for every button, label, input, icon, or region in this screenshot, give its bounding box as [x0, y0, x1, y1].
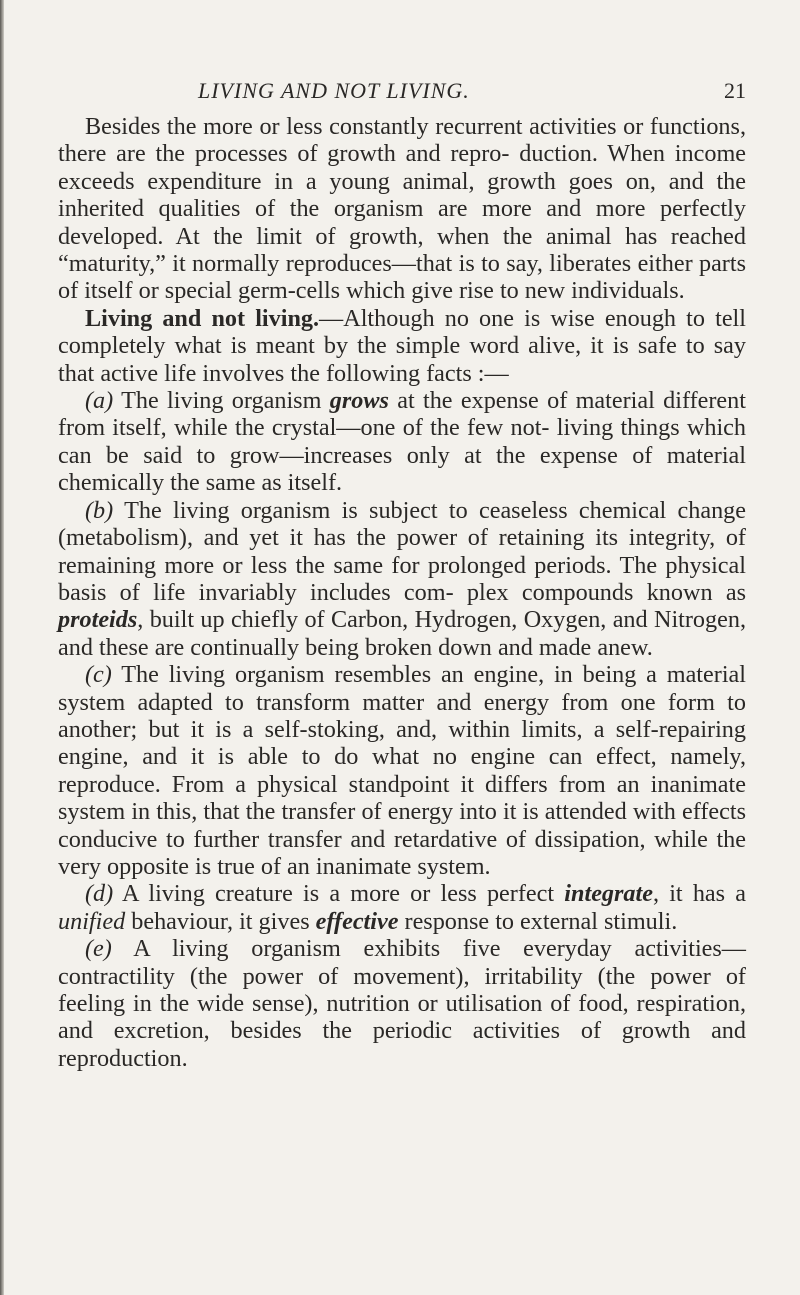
item-emphasis: unified	[58, 907, 126, 935]
list-item-b	[58, 497, 746, 661]
paragraph-text: —Although no one is wise enough to tell completely what is meant by the simple word alive, it is safe to say that active life involves the following facts :—	[58, 304, 746, 387]
item-marker: (d)	[85, 880, 114, 908]
item-emphasis: grows	[329, 387, 389, 415]
paragraph-living-not-living	[58, 305, 746, 387]
item-text: response to external stimuli.	[398, 907, 678, 935]
item-marker: (b)	[85, 496, 114, 524]
page-number: 21	[724, 78, 746, 103]
page-edge-shadow	[0, 0, 4, 1295]
running-head-title: LIVING AND NOT LIVING.	[198, 78, 470, 103]
item-text: behaviour, it gives	[125, 907, 316, 935]
item-text: , built up chiefly of Carbon, Hydrogen, Oxygen, and Nitrogen, and these are continually being broken down and made anew.	[58, 606, 746, 661]
item-text: A living organism exhibits five everyday activities— contractility (the power of movement), irritability (the power of feeling in the wide sense), nutrition or utilisation of food, respiration, and excretion, besides the periodic activities of growth and reproduction.	[58, 935, 746, 1072]
item-marker: (c)	[85, 661, 112, 689]
list-item-e	[58, 935, 746, 1072]
list-item-d	[58, 880, 746, 935]
section-heading: Living and not living.	[85, 304, 320, 332]
item-text: The living organism is subject to ceaseless chemical change (metabolism), and yet it has the power of retaining its integrity, of remaining more or less the same for prolonged periods. The physical basis of life invariably includes com- plex compounds known as	[58, 496, 746, 606]
item-text: The living organism	[113, 387, 330, 415]
body-text	[58, 113, 746, 1072]
item-emphasis: integrate	[564, 880, 653, 908]
paragraph-growth-reproduction	[58, 113, 746, 305]
paragraph-text: Besides the more or less constantly recurrent activities or functions, there are the processes of growth and repro- duction. When income exceeds expenditure in a young animal, growth goes on, and the inherited qualities of the organism are more and more perfectly developed. At the limit of growth, when the animal has reached “maturity,” it normally reproduces—that is to say, liberates either parts of itself or special germ-cells which give rise to new individuals.	[58, 113, 746, 305]
item-text: A living creature is a more or less perfect	[113, 880, 565, 908]
item-text: The living organism resembles an engine, in being a material system adapted to transform matter and energy from one form to another; but it is a self-stoking, and, within limits, a self-repairing engine, and it is able to do what no engine can effect, namely, reproduce. From a physical standpoint it differs from an inanimate system in this, that the transfer of energy into it is attended with effects conducive to further transfer and retardative of dissipation, while the very opposite is true of an inanimate system.	[58, 661, 746, 880]
item-marker: (e)	[85, 935, 112, 963]
item-text: , it has a	[652, 880, 747, 908]
item-text: at the expense of material different from itself, while the crystal—one of the few not- living things which can be said to grow—increases only at the expense of material chemically the same as itself.	[58, 387, 746, 497]
item-marker: (a)	[85, 387, 114, 415]
item-emphasis: effective	[315, 907, 399, 935]
item-emphasis: proteids	[58, 606, 138, 634]
running-head	[58, 78, 746, 108]
list-item-a	[58, 387, 746, 497]
list-item-c	[58, 661, 746, 880]
